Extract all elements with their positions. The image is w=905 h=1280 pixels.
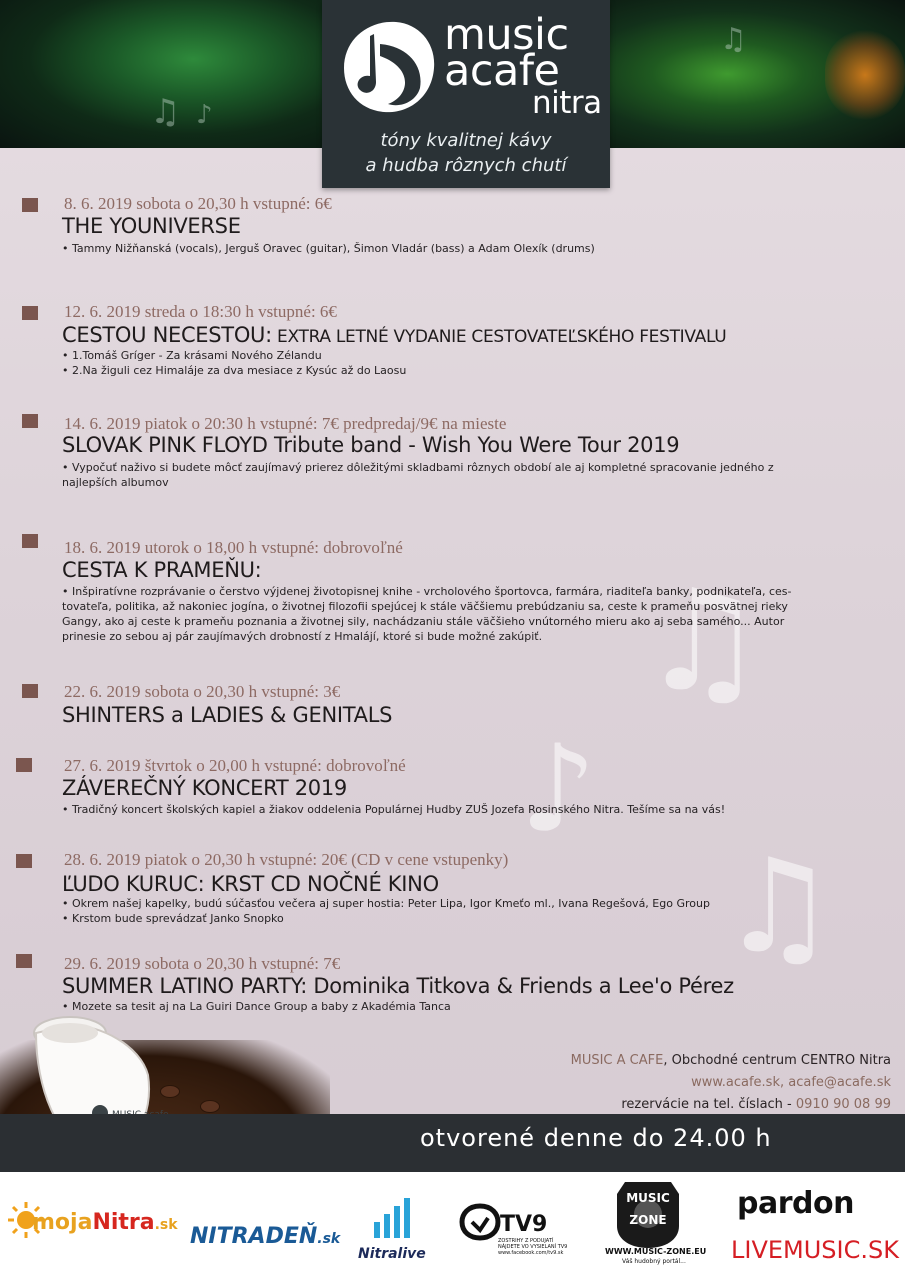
event-title: THE YOUNIVERSE — [62, 214, 241, 238]
tv9-sub-line: ZOSTRIHY Z PODUJATÍ — [498, 1238, 554, 1244]
description-line: tovateľa, politika, až nakoniec jogína, o životnej filozofii spejúcej k stále väčšiemu prebúdzaniu sa, ceste k prameňu posvätnej rieky — [62, 600, 788, 613]
contact-address-text: , Obchodné centrum CENTRO Nitra — [663, 1053, 891, 1068]
opening-hours-text: otvorené denne do 24.00 h — [420, 1124, 772, 1152]
coffee-bean — [160, 1085, 180, 1098]
event-date: 14. 6. 2019 piatok o 20:30 h vstupné: 7€ predpredaj/9€ na mieste — [64, 414, 507, 433]
coffee-bean — [200, 1100, 220, 1113]
description-line: prinesie zo sebou aj pár zaujímavých drobností z Hmalájí, ktoré si bude možné zakúpiť. — [62, 630, 543, 643]
event-description — [62, 896, 710, 926]
reservation-phone[interactable]: 0910 90 08 99 — [795, 1097, 891, 1112]
event-date: 18. 6. 2019 utorok o 18,00 h vstupné: dobrovoľné — [64, 538, 403, 557]
description-line: • Krstom bude sprevádzať Janko Snopko — [62, 912, 284, 925]
logo-word-nitra: nitra — [532, 85, 602, 121]
description-line: • Vypočuť naživo si budete môcť zaujímavý prierez dôležitými skladbami rôznych období ale aj kompletné spracovanie jedného z — [62, 461, 774, 474]
contact-brand: MUSIC A CAFE — [570, 1053, 664, 1068]
event-date: 22. 6. 2019 sobota o 20,30 h vstupné: 3€ — [64, 682, 341, 701]
stage-light — [825, 30, 905, 120]
event-bullet — [22, 414, 38, 428]
event-bullet — [16, 954, 32, 968]
event-description — [62, 460, 774, 490]
sponsor-tv9[interactable]: TV9 — [500, 1212, 548, 1237]
music-acafe-logo-icon — [336, 16, 440, 118]
description-line: • 1.Tomáš Gríger - Za krásami Nového Zélandu — [62, 349, 322, 362]
sponsor-tv9-subtitle — [498, 1238, 567, 1256]
sponsor-livemusic[interactable] — [731, 1236, 899, 1264]
sponsor-mojanitra[interactable] — [32, 1210, 178, 1235]
event-title — [62, 323, 726, 347]
event-title: SLOVAK PINK FLOYD Tribute band - Wish You Were Tour 2019 — [62, 433, 680, 457]
event-title: ĽUDO KURUC: KRST CD NOČNÉ KINO — [62, 872, 439, 896]
event-description — [62, 584, 792, 644]
event-bullet — [22, 306, 38, 320]
event-title: SUMMER LATINO PARTY: Dominika Titkova & Friends a Lee'o Pérez — [62, 974, 734, 998]
contact-reservation — [621, 1097, 891, 1112]
event-date: 29. 6. 2019 sobota o 20,30 h vstupné: 7€ — [64, 954, 341, 973]
event-title: CESTA K PRAMEŇU: — [62, 558, 262, 582]
tagline-line-2: a hudba rôznych chutí — [365, 155, 567, 176]
sponsor-mojanitra-nitra: Nitra — [92, 1210, 155, 1235]
event-date: 12. 6. 2019 streda o 18:30 h vstupné: 6€ — [64, 302, 337, 321]
event-bullet — [22, 534, 38, 548]
tv9-logo-icon — [460, 1204, 500, 1240]
sponsor-livemusic-music: MUSIC.SK — [783, 1236, 899, 1264]
sponsor-musiczone-tagline: Váš hudobný portál... — [622, 1258, 686, 1265]
event-date: 27. 6. 2019 štvrtok o 20,00 h vstupné: dobrovoľné — [64, 756, 406, 775]
music-note-icon: ♪ — [520, 720, 597, 859]
music-note-icon: ♪ — [196, 100, 213, 130]
contact-web[interactable]: www.acafe.sk, acafe@acafe.sk — [691, 1075, 891, 1090]
nitralive-bars-icon — [372, 1196, 418, 1242]
sponsor-mojanitra-moja: moja — [32, 1210, 93, 1235]
description-line: • Okrem našej kapelky, budú súčasťou večera aj super hostia: Peter Lipa, Igor Kmeťo ml., Ivana Regešová, Ego Group — [62, 897, 710, 910]
description-line: • Inšpiratívne rozprávanie o čerstvo výjdenej životopisnej knihe - vrcholového športovca, farmára, riaditeľa banky, podnikateľa, ces- — [62, 585, 792, 598]
event-bullet — [16, 758, 32, 772]
musiczone-word-zone: ZONE — [629, 1213, 667, 1227]
event-description — [62, 348, 406, 378]
description-line: Gangy, ako aj ceste k prameňu poznania a životnej sily, nachádzaniu stále väčšieho vnútorného mieru ako aj seba samého... Autor — [62, 615, 785, 628]
event-title-main: CESTOU NECESTOU: — [62, 323, 272, 347]
music-note-icon: ♫ — [640, 560, 766, 723]
description-line: najlepších albumov — [62, 476, 169, 489]
logo-box — [322, 0, 610, 188]
event-title: ZÁVEREČNÝ KONCERT 2019 — [62, 776, 347, 800]
description-line: • Tradičný koncert školských kapiel a žiakov oddelenia Populárnej Hudby ZUŠ Jozefa Rosinského Nitra. Tešíme sa na vás! — [62, 803, 726, 816]
event-bullet — [22, 684, 38, 698]
tv9-sub-line: NÁJDETE VO VYSIELANÍ TV9 — [498, 1244, 568, 1250]
event-title: SHINTERS a LADIES & GENITALS — [62, 703, 393, 727]
sponsor-nitraden-sk: .sk — [317, 1231, 341, 1247]
sponsor-nitraden[interactable] — [190, 1224, 340, 1249]
event-description — [62, 802, 725, 817]
event-title-sub: EXTRA LETNÉ VYDANIE CESTOVATEĽSKÉHO FESTIVALU — [271, 327, 727, 347]
event-bullet — [16, 854, 32, 868]
sponsor-nitralive[interactable]: Nitralive — [358, 1246, 426, 1262]
logo-word-music: music — [444, 10, 569, 60]
sponsor-nitraden-name: NITRADEŇ — [190, 1224, 318, 1249]
description-line: • Mozete sa tesit aj na La Guiri Dance Group a baby z Akadémia Tanca — [62, 1000, 451, 1013]
description-line: • 2.Na žiguli cez Himaláje za dva mesiace z Kysúc až do Laosu — [62, 364, 407, 377]
music-note-icon: ♫ — [720, 830, 837, 982]
musiczone-word-music: MUSIC — [626, 1191, 670, 1205]
event-bullet — [22, 198, 38, 212]
event-date: 8. 6. 2019 sobota o 20,30 h vstupné: 6€ — [64, 194, 332, 213]
tagline-line-1: tóny kvalitnej kávy — [380, 130, 552, 151]
music-note-icon: ♫ — [720, 22, 747, 57]
contact-address — [571, 1053, 891, 1068]
sponsor-musiczone-url[interactable]: WWW.MUSIC-ZONE.EU — [605, 1247, 707, 1256]
sponsor-mojanitra-sk: .sk — [154, 1217, 178, 1233]
reservation-label: rezervácie na tel. číslach - — [621, 1097, 796, 1112]
sponsor-pardon[interactable]: pardon — [737, 1186, 854, 1221]
event-date: 28. 6. 2019 piatok o 20,30 h vstupné: 20€ (CD v cene vstupenky) — [64, 850, 509, 869]
tv9-sub-line: www.facebook.com/tv9.sk — [498, 1250, 564, 1256]
event-description — [62, 241, 595, 256]
sponsor-livemusic-live: LIVE — [731, 1236, 784, 1264]
description-line: • Tammy Nižňanská (vocals), Jerguš Oravec (guitar), Šimon Vladár (bass) a Adam Olexík (drums) — [62, 242, 595, 255]
music-note-icon: ♫ — [150, 92, 181, 132]
logo-word-acafe: acafe — [444, 46, 560, 96]
